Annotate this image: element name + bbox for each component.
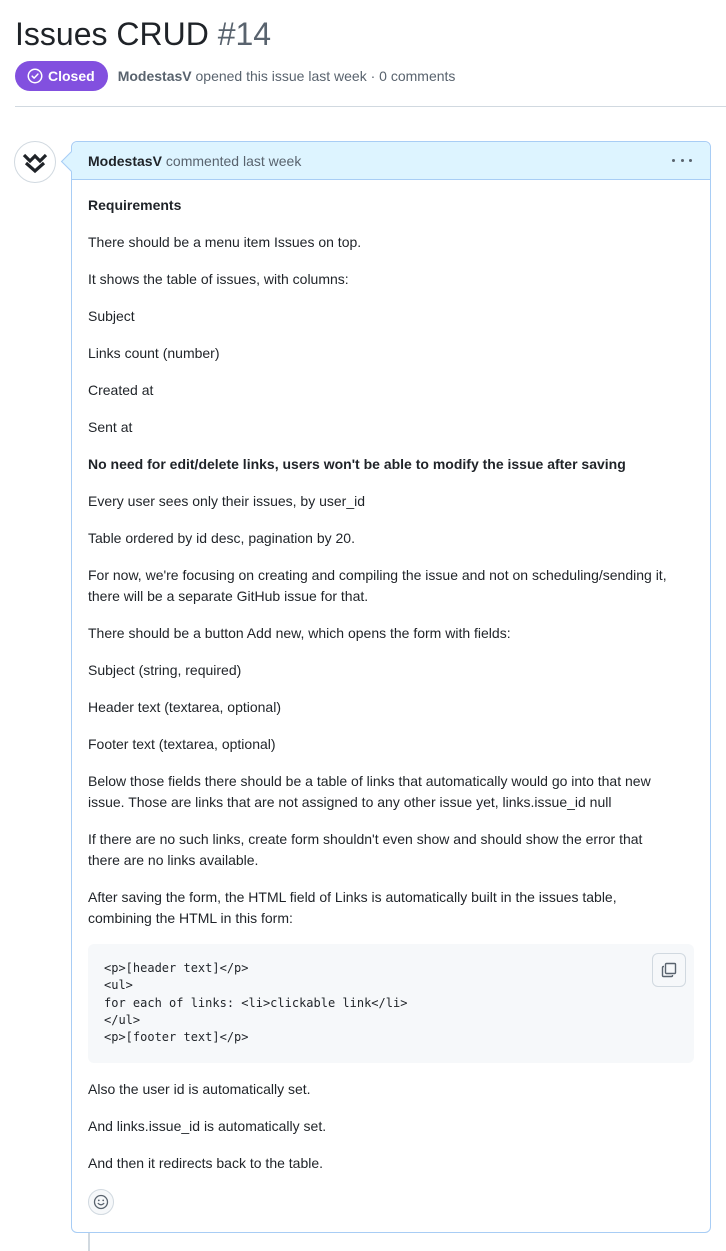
comment-paragraph: If there are no such links, create form shouldn't even show and should show the error that	[88, 831, 643, 847]
timeline-line	[88, 1233, 90, 1251]
comment-paragraph: Footer text (textarea, optional)	[88, 736, 276, 752]
code-line: for each of links: <li>clickable link</li>	[104, 995, 408, 1010]
header-divider	[15, 106, 726, 107]
check-circle-icon	[27, 68, 43, 84]
comment-timestamp[interactable]: commented last week	[165, 152, 302, 169]
avatar[interactable]	[14, 141, 56, 183]
comment-paragraph: After saving the form, the HTML field of Links is automatically built in the issues table,	[88, 889, 617, 905]
issue-title	[15, 14, 271, 54]
copy-button[interactable]	[652, 953, 686, 987]
code-block	[88, 944, 694, 1063]
smiley-icon	[93, 1194, 109, 1210]
comment-paragraph: there are no links available.	[88, 852, 259, 868]
comment-paragraph: Every user sees only their issues, by user_id	[88, 493, 366, 509]
comment-paragraph: Sent at	[88, 419, 133, 435]
issue-number: #14	[217, 16, 272, 52]
code-line: <p>[footer text]</p>	[104, 1030, 249, 1045]
comment-paragraph: And then it redirects back to the table.	[88, 1155, 324, 1171]
issue-meta	[15, 61, 455, 91]
copy-icon	[661, 962, 677, 978]
comment-box	[71, 141, 711, 1233]
add-reaction-button[interactable]	[88, 1189, 114, 1215]
comment-paragraph: Created at	[88, 382, 154, 398]
comment-paragraph: Subject (string, required)	[88, 662, 242, 678]
comment-paragraph: And links.issue_id is automatically set.	[88, 1118, 327, 1134]
state-label: Closed	[48, 68, 95, 84]
kebab-horizontal-icon[interactable]	[672, 152, 692, 168]
code-line: </ul>	[104, 1012, 141, 1027]
comment-paragraph-bold: No need for edit/delete links, users won't be able to modify the issue after saving	[88, 456, 626, 472]
comment-paragraph: there will be a separate GitHub issue for that.	[88, 588, 369, 604]
comment-paragraph: Table ordered by id desc, pagination by 20.	[88, 530, 355, 546]
issue-author-link[interactable]: ModestasV	[117, 68, 192, 84]
comment-paragraph: Links count (number)	[88, 345, 220, 361]
comment-paragraph: Below those fields there should be a table of links that automatically would go into that new	[88, 773, 651, 789]
code-lines	[104, 960, 407, 1046]
comment-paragraph: Header text (textarea, optional)	[88, 699, 281, 715]
code-line: <ul>	[104, 978, 133, 993]
comment-paragraph: It shows the table of issues, with columns:	[88, 271, 349, 287]
comment-paragraph: issue. Those are links that are not assigned to any other issue yet, links.issue_id null	[88, 794, 612, 810]
comment-header	[72, 142, 710, 180]
code-line: <p>[header text]</p>	[104, 961, 249, 975]
comment-paragraph: For now, we're focusing on creating and compiling the issue and not on scheduling/sending it,	[88, 567, 667, 583]
comment-heading: Requirements	[88, 197, 182, 213]
state-badge	[15, 61, 108, 91]
comment-author-link[interactable]: ModestasV	[88, 152, 162, 169]
issue-meta-suffix: opened this issue last week · 0 comments	[195, 68, 456, 84]
comment-paragraph: Also the user id is automatically set.	[88, 1081, 311, 1097]
comment-paragraph: There should be a button Add new, which opens the form with fields:	[88, 625, 511, 641]
comment-paragraph: combining the HTML in this form:	[88, 910, 293, 926]
comment-paragraph: Subject	[88, 308, 135, 324]
issue-title-text: Issues CRUD	[15, 16, 209, 52]
issue-meta-text	[118, 68, 456, 84]
comment-paragraph: There should be a menu item Issues on top.	[88, 234, 362, 250]
zigzag-logo-icon	[22, 150, 48, 174]
